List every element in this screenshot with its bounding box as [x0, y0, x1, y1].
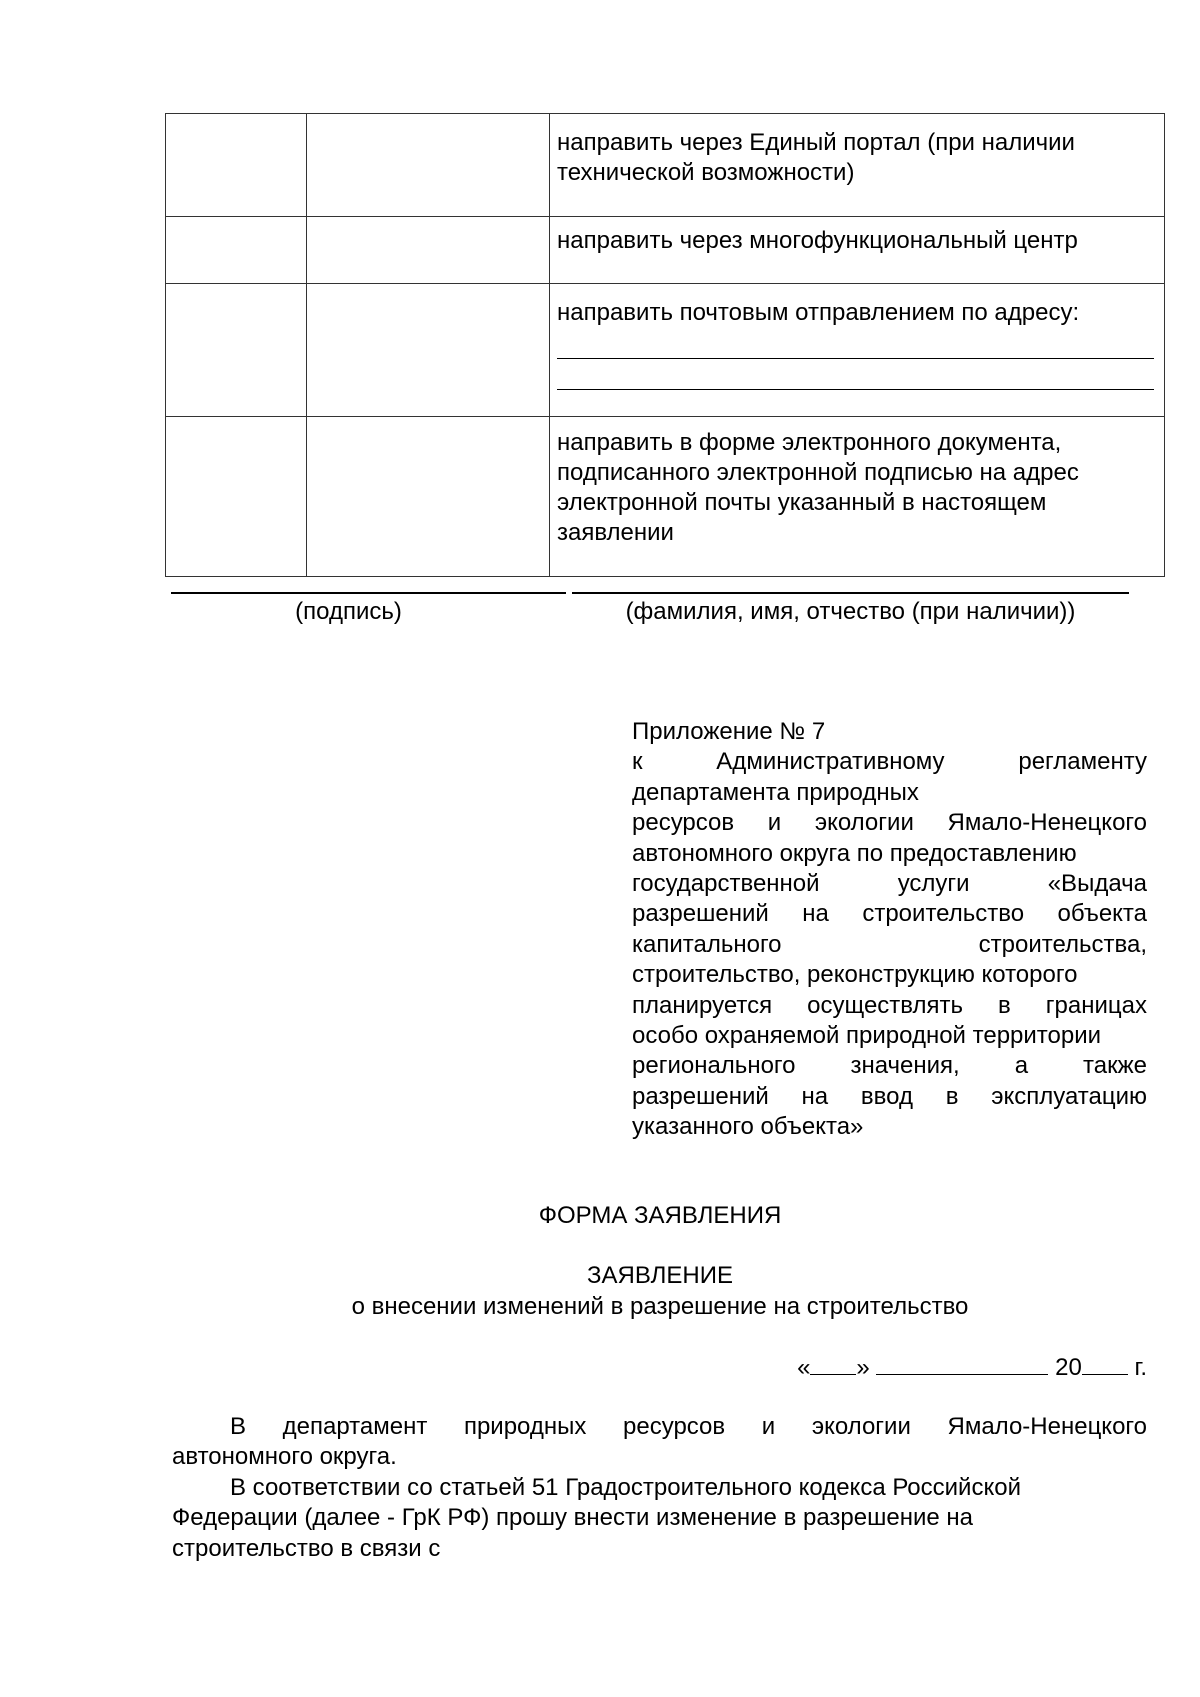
delivery-option-mfc	[550, 217, 1165, 284]
delivery-option-portal	[550, 114, 1165, 217]
table-row	[166, 114, 1165, 217]
address-fill-line[interactable]	[557, 328, 1154, 359]
empty-cell	[307, 417, 550, 577]
document-title: ЗАЯВЛЕНИЕ	[587, 1262, 733, 1289]
addressee-paragraph	[172, 1412, 1147, 1473]
appendix-line: регионального значения, а также	[632, 1052, 1147, 1080]
close-quote: »	[856, 1354, 870, 1381]
appendix-line: к Административному регламенту	[632, 748, 1147, 776]
cell-line: подписанного электронной подписью на адрес	[557, 459, 1079, 486]
checkbox-cell[interactable]	[166, 284, 307, 417]
paragraph-line: В соответствии со статьей 51 Градостроительного кодекса Российской	[230, 1474, 1021, 1501]
full-name-caption: (фамилия, имя, отчество (при наличии))	[625, 598, 1076, 625]
cell-line: электронной почты указанный в настоящем	[557, 489, 1047, 516]
empty-cell	[307, 284, 550, 417]
empty-cell	[307, 217, 550, 284]
cell-line: направить в форме электронного документа,	[557, 429, 1062, 456]
paragraph-line: строительство в связи с	[172, 1534, 441, 1562]
signature-caption: (подпись)	[295, 598, 402, 625]
checkbox-cell[interactable]	[166, 417, 307, 577]
month-field[interactable]	[876, 1352, 1048, 1375]
paragraph-line: В департамент природных ресурсов и экологии Ямало-Ненецкого	[230, 1413, 1147, 1440]
open-quote: «	[797, 1354, 811, 1381]
request-paragraph	[172, 1473, 1147, 1564]
appendix-line: планируется осуществлять в границах	[632, 991, 1147, 1019]
appendix-line: строительство, реконструкцию которого	[632, 961, 1078, 989]
appendix-line: указанного объекта»	[632, 1113, 864, 1141]
table-row	[166, 284, 1165, 417]
appendix-header	[632, 717, 1147, 1143]
checkbox-cell[interactable]	[166, 114, 307, 217]
day-field[interactable]	[810, 1352, 856, 1375]
appendix-line: ресурсов и экологии Ямало-Ненецкого	[632, 809, 1147, 837]
delivery-option-post	[550, 284, 1165, 417]
appendix-line: государственной услуги «Выдача	[632, 870, 1147, 898]
paragraph-line: автономного округа.	[172, 1443, 397, 1471]
appendix-line: департамента природных	[632, 778, 919, 806]
cell-line: направить почтовым отправлением по адресу:	[557, 299, 1080, 326]
cell-line: заявлении	[557, 519, 674, 546]
address-fill-line[interactable]	[557, 359, 1154, 390]
appendix-line: разрешений на ввод в эксплуатацию	[632, 1082, 1147, 1110]
document-subtitle: о внесении изменений в разрешение на строительство	[351, 1293, 969, 1320]
cell-line: технической возможности)	[557, 159, 855, 186]
delivery-option-email	[550, 417, 1165, 577]
appendix-line: особо охраняемой природной территории	[632, 1022, 1102, 1050]
signature-line[interactable]	[171, 592, 566, 594]
table-row	[166, 217, 1165, 284]
appendix-line: Приложение № 7	[632, 718, 826, 745]
paragraph-line: Федерации (далее - ГрК РФ) прошу внести изменение в разрешение на	[172, 1504, 973, 1532]
date-line	[797, 1352, 1147, 1383]
form-title: ФОРМА ЗАЯВЛЕНИЯ	[538, 1202, 782, 1229]
cell-line: направить через многофункциональный центр	[557, 227, 1078, 254]
year-suffix: г.	[1134, 1354, 1147, 1381]
full-name-line[interactable]	[572, 592, 1129, 594]
cell-line: направить через Единый портал (при наличии	[557, 129, 1075, 156]
appendix-line: разрешений на строительство объекта	[632, 900, 1147, 928]
year-prefix: 20	[1055, 1354, 1082, 1381]
appendix-line: автономного округа по предоставлению	[632, 839, 1077, 867]
delivery-method-table	[165, 113, 1165, 577]
checkbox-cell[interactable]	[166, 217, 307, 284]
year-field[interactable]	[1082, 1352, 1128, 1375]
table-row	[166, 417, 1165, 577]
empty-cell	[307, 114, 550, 217]
appendix-line: капитального строительства,	[632, 930, 1147, 958]
